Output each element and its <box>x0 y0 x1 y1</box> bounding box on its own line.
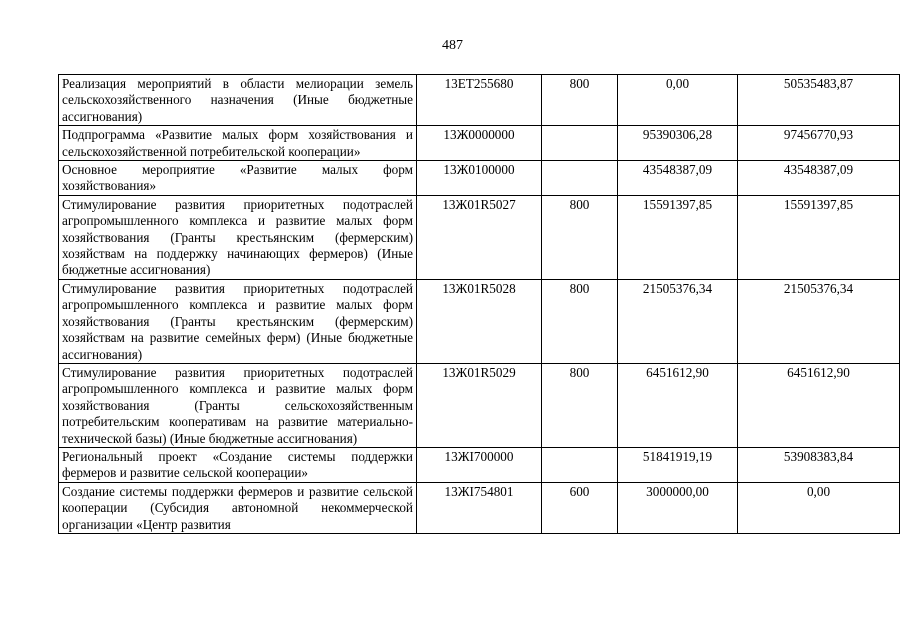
row-sum2-cell: 97456770,93 <box>738 126 900 161</box>
row-expense-type-cell: 800 <box>542 195 618 279</box>
row-sum2-cell: 21505376,34 <box>738 279 900 363</box>
row-sum1-cell: 0,00 <box>618 75 738 126</box>
row-expense-type-cell: 600 <box>542 482 618 533</box>
row-sum2-cell: 15591397,85 <box>738 195 900 279</box>
table-row <box>59 363 900 447</box>
row-sum1-cell: 43548387,09 <box>618 161 738 196</box>
row-expense-type-cell <box>542 447 618 482</box>
row-sum1-cell: 51841919,19 <box>618 447 738 482</box>
table-row <box>59 195 900 279</box>
row-code-cell: 13Ж0000000 <box>417 126 542 161</box>
row-sum2-cell: 43548387,09 <box>738 161 900 196</box>
table-row <box>59 75 900 126</box>
row-sum1-cell: 6451612,90 <box>618 363 738 447</box>
row-expense-type-cell: 800 <box>542 75 618 126</box>
page-number: 487 <box>442 38 463 53</box>
row-expense-type-cell: 800 <box>542 279 618 363</box>
row-code-cell: 13Ж01R5028 <box>417 279 542 363</box>
row-code-cell: 13ЖI700000 <box>417 447 542 482</box>
row-sum2-cell: 53908383,84 <box>738 447 900 482</box>
row-name-cell: Подпрограмма «Развитие малых форм хозяйствования и сельскохозяйственной потребительской кооперации» <box>59 126 417 161</box>
budget-table <box>58 74 900 534</box>
row-code-cell: 13Ж0100000 <box>417 161 542 196</box>
row-sum1-cell: 95390306,28 <box>618 126 738 161</box>
table-row <box>59 161 900 196</box>
row-expense-type-cell: 800 <box>542 363 618 447</box>
row-sum2-cell: 6451612,90 <box>738 363 900 447</box>
row-sum1-cell: 3000000,00 <box>618 482 738 533</box>
row-sum1-cell: 15591397,85 <box>618 195 738 279</box>
row-sum1-cell: 21505376,34 <box>618 279 738 363</box>
row-sum2-cell: 0,00 <box>738 482 900 533</box>
table-row <box>59 447 900 482</box>
row-name-cell: Стимулирование развития приоритетных подотраслей агропромышленного комплекса и развитие малых форм хозяйствования (Гранты сельскохозяйственным потребительским кооперативам на развитие материально-технической базы) (Иные бюджетные ассигнования) <box>59 363 417 447</box>
table-row <box>59 126 900 161</box>
row-code-cell: 13Ж01R5027 <box>417 195 542 279</box>
row-name-cell: Региональный проект «Создание системы поддержки фермеров и развитие сельской кооперации» <box>59 447 417 482</box>
row-expense-type-cell <box>542 161 618 196</box>
row-sum2-cell: 50535483,87 <box>738 75 900 126</box>
row-code-cell: 13ЖI754801 <box>417 482 542 533</box>
row-name-cell: Основное мероприятие «Развитие малых форм хозяйствования» <box>59 161 417 196</box>
table-row <box>59 279 900 363</box>
row-name-cell: Стимулирование развития приоритетных подотраслей агропромышленного комплекса и развитие малых форм хозяйствования (Гранты крестьянским (фермерским) хозяйствам на развитие семейных ферм) (Иные бюджетные ассигнования) <box>59 279 417 363</box>
row-code-cell: 13ЕТ255680 <box>417 75 542 126</box>
row-code-cell: 13Ж01R5029 <box>417 363 542 447</box>
table-row <box>59 482 900 533</box>
row-name-cell: Создание системы поддержки фермеров и развитие сельской кооперации (Субсидия автономной некоммерческой организации «Центр развития <box>59 482 417 533</box>
row-name-cell: Реализация мероприятий в области мелиорации земель сельскохозяйственного назначения (Иные бюджетные ассигнования) <box>59 75 417 126</box>
row-name-cell: Стимулирование развития приоритетных подотраслей агропромышленного комплекса и развитие малых форм хозяйствования (Гранты крестьянским (фермерским) хозяйствам на поддержку начинающих фермеров) (Иные бюджетные ассигнования) <box>59 195 417 279</box>
row-expense-type-cell <box>542 126 618 161</box>
